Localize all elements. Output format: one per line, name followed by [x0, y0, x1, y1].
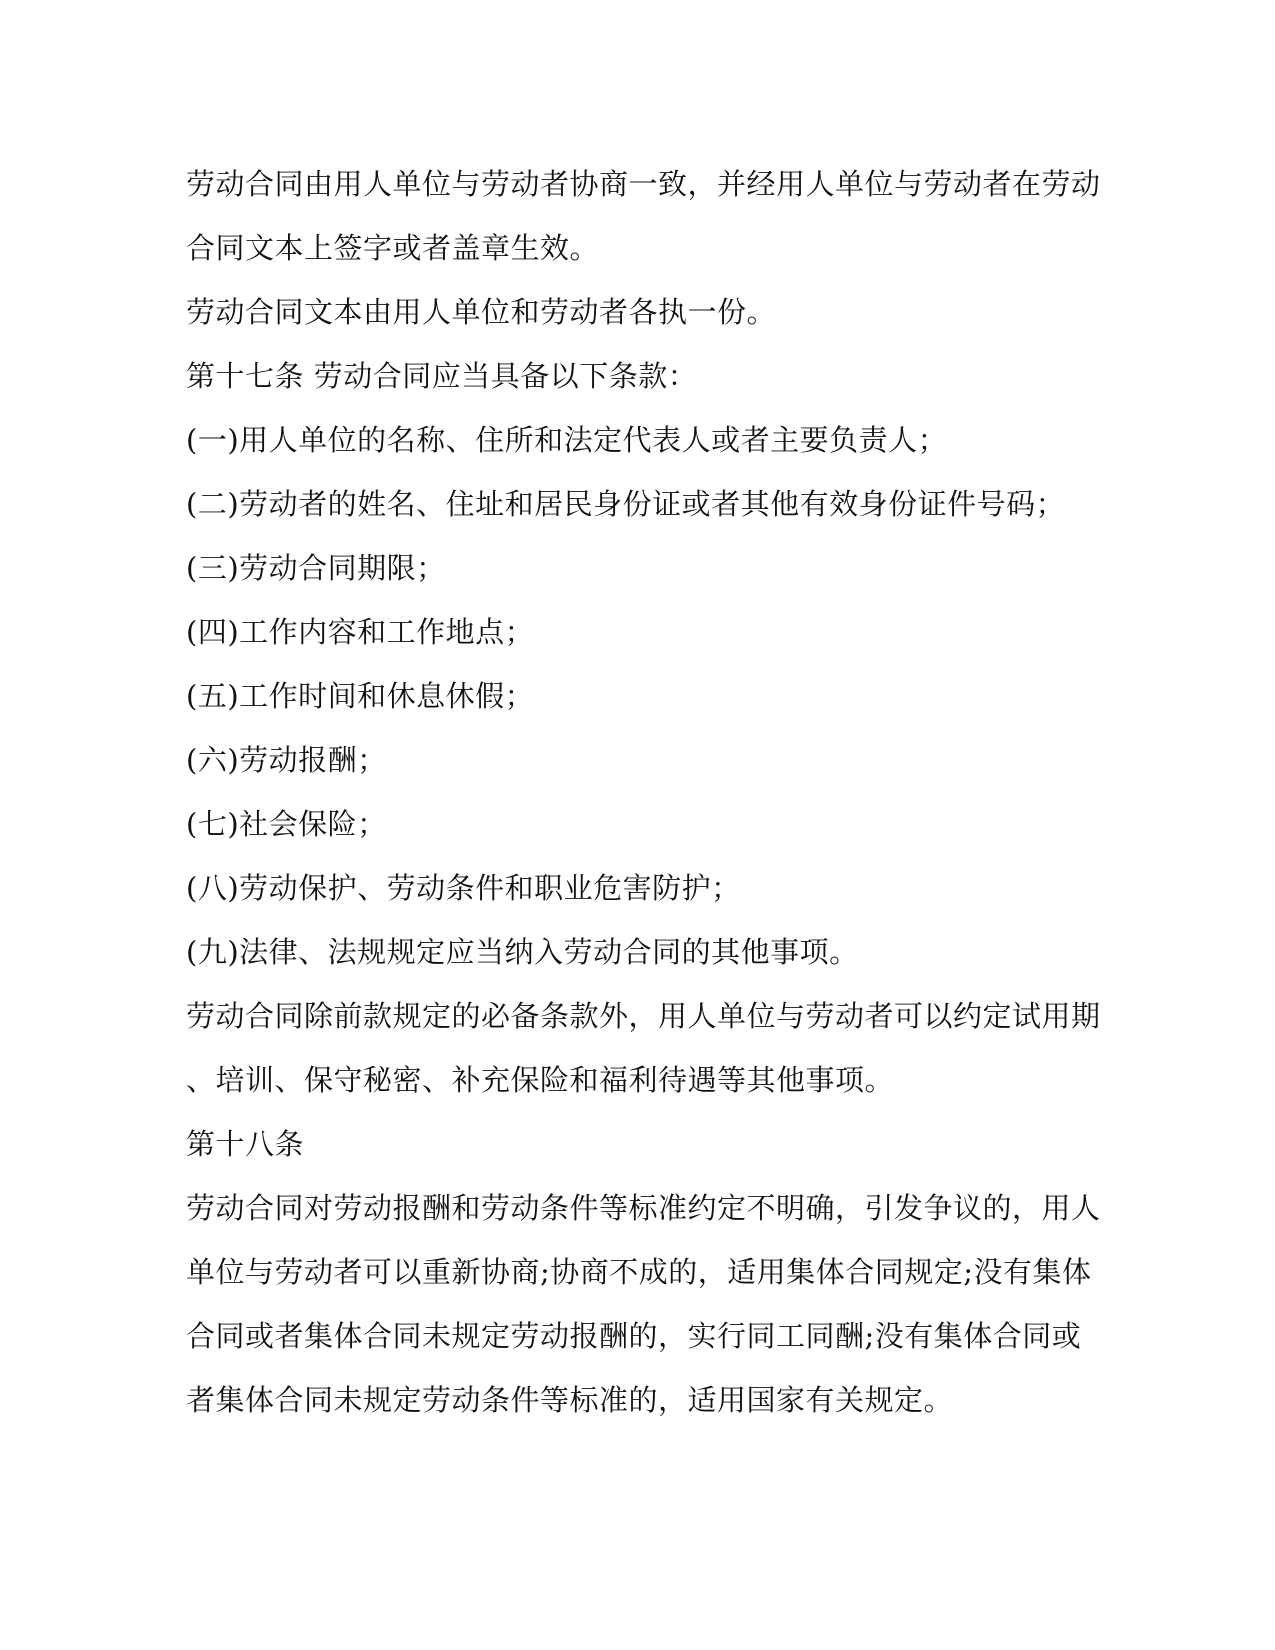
text-line: 劳动合同文本由用人单位和劳动者各执一份。: [186, 295, 777, 329]
text-line: 合同文本上签字或者盖章生效。: [186, 231, 600, 265]
text-line: 、培训、保守秘密、补充保险和福利待遇等其他事项。: [186, 1063, 895, 1097]
list-item: (八)劳动保护、劳动条件和职业危害防护；: [186, 871, 741, 905]
text-line: 合同或者集体合同未规定劳动报酬的，实行同工同酬;没有集体合同或: [186, 1319, 1082, 1353]
list-item: (九)法律、法规规定应当纳入劳动合同的其他事项。: [186, 935, 859, 969]
list-item: (二)劳动者的姓名、住址和居民身份证或者其他有效身份证件号码；: [186, 487, 1066, 521]
list-item: (四)工作内容和工作地点；: [186, 615, 535, 649]
list-item: (五)工作时间和休息休假；: [186, 679, 535, 713]
text-line: 者集体合同未规定劳动条件等标准的，适用国家有关规定。: [186, 1383, 954, 1417]
text-line: 劳动合同由用人单位与劳动者协商一致，并经用人单位与劳动者在劳动: [186, 167, 1101, 201]
list-item: (七)社会保险；: [186, 807, 387, 841]
text-line: 劳动合同对劳动报酬和劳动条件等标准约定不明确，引发争议的，用人: [186, 1191, 1101, 1225]
text-line: 劳动合同除前款规定的必备条款外，用人单位与劳动者可以约定试用期: [186, 999, 1101, 1033]
list-item: (三)劳动合同期限；: [186, 551, 446, 585]
list-item: (一)用人单位的名称、住所和法定代表人或者主要负责人；: [186, 423, 948, 457]
article-heading-17: 第十七条 劳动合同应当具备以下条款：: [186, 359, 698, 393]
text-line: 单位与劳动者可以重新协商;协商不成的，适用集体合同规定;没有集体: [186, 1255, 1092, 1289]
article-heading-18: 第十八条: [186, 1127, 305, 1161]
list-item: (六)劳动报酬；: [186, 743, 387, 777]
document-body: [186, 152, 1101, 1432]
